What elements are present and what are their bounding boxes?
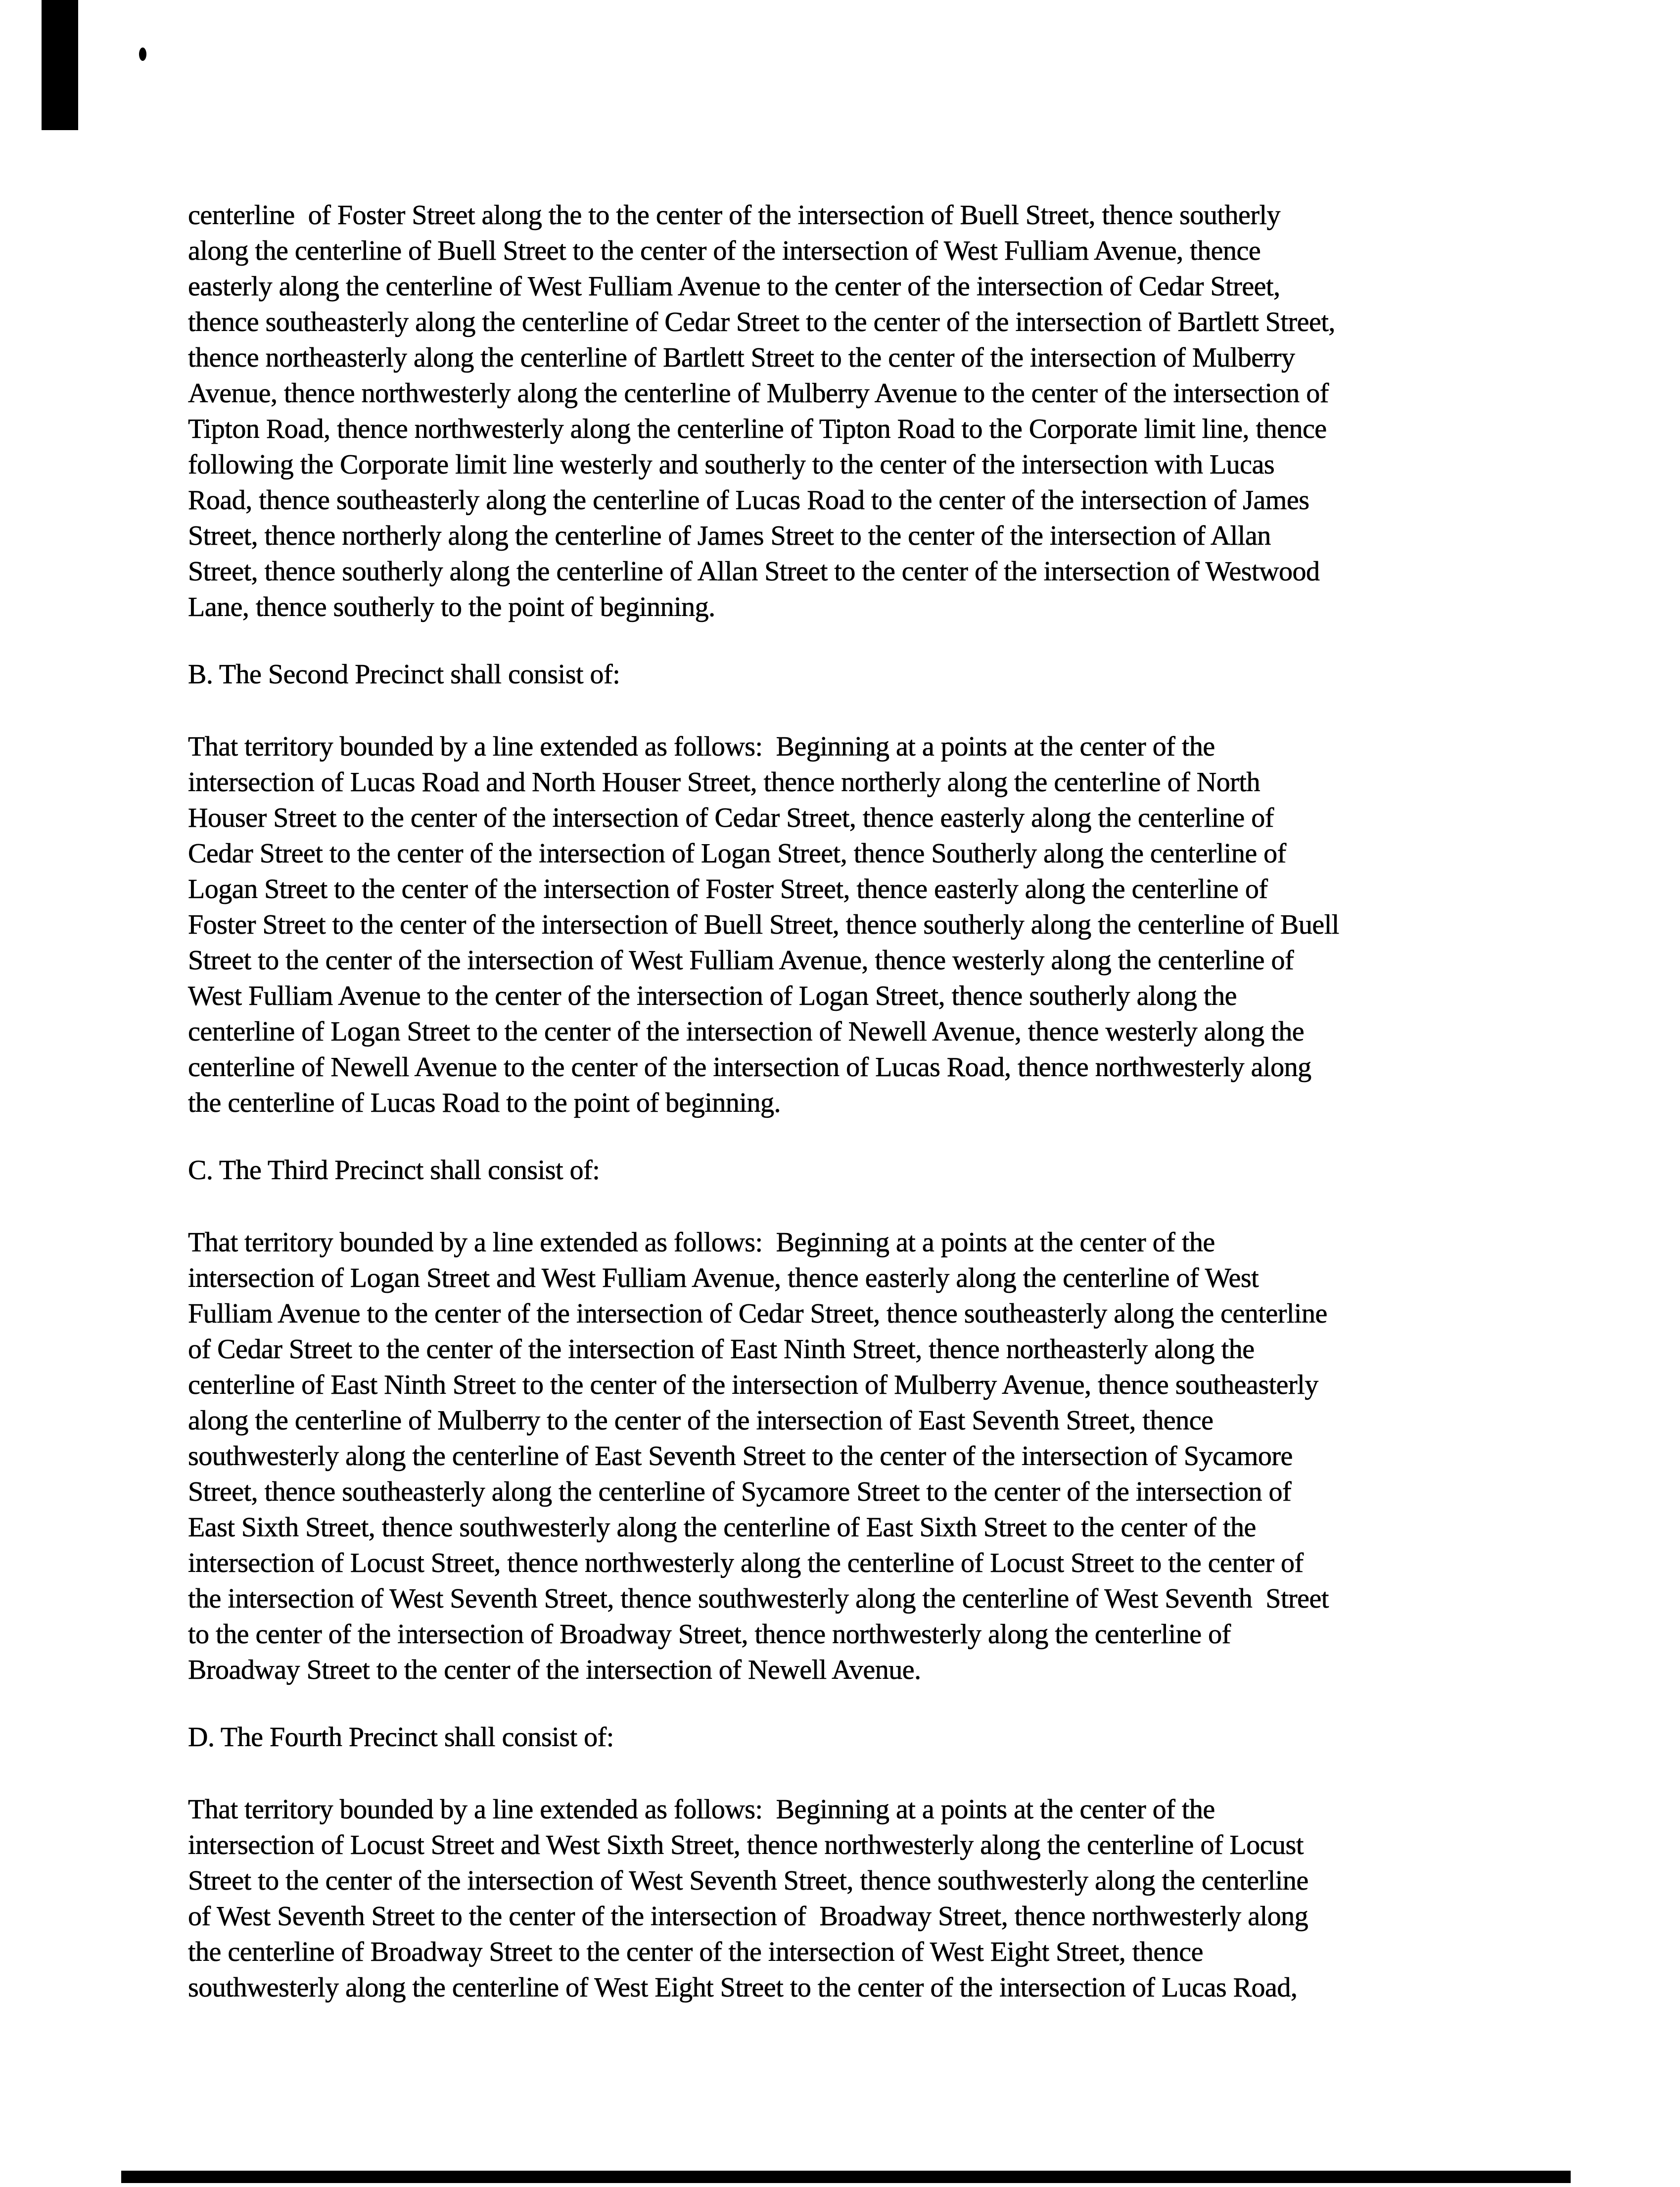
heading-line: C. The Third Precinct shall consist of: bbox=[188, 1155, 600, 1186]
paragraph-line: West Fulliam Avenue to the center of the intersection of Logan Street, thence southerly along the bbox=[188, 981, 1237, 1011]
paragraph-fourth-precinct bbox=[188, 1792, 1494, 2005]
scan-artifact-bottom-bar bbox=[121, 2171, 1571, 2183]
paragraph-line: That territory bounded by a line extended as follows: Beginning at a points at the center of the bbox=[188, 1227, 1215, 1258]
paragraph-line: following the Corporate limit line westerly and southerly to the center of the intersection with Lucas bbox=[188, 449, 1275, 480]
paragraph-line: Cedar Street to the center of the intersection of Logan Street, thence Southerly along the centerline of bbox=[188, 838, 1286, 869]
paragraph-line: intersection of Lucas Road and North Houser Street, thence northerly along the centerline of North bbox=[188, 767, 1260, 798]
paragraph-line: along the centerline of Buell Street to the center of the intersection of West Fulliam Avenue, thence bbox=[188, 236, 1261, 266]
paragraph-line: Street, thence northerly along the centerline of James Street to the center of the intersection of Allan bbox=[188, 521, 1271, 551]
document-text-body bbox=[188, 197, 1494, 2005]
scan-artifact-top-left-bar bbox=[42, 0, 78, 130]
paragraph-line: Broadway Street to the center of the intersection of Newell Avenue. bbox=[188, 1655, 921, 1685]
paragraph-line: Road, thence southeasterly along the centerline of Lucas Road to the center of the intersection of James bbox=[188, 485, 1309, 516]
paragraph-line: centerline of East Ninth Street to the center of the intersection of Mulberry Avenue, thence southeasterly bbox=[188, 1370, 1318, 1400]
paragraph-line: thence southeasterly along the centerline of Cedar Street to the center of the intersection of Bartlett Street, bbox=[188, 307, 1335, 337]
paragraph-line: Houser Street to the center of the intersection of Cedar Street, thence easterly along the centerline of bbox=[188, 803, 1274, 833]
paragraph-line: intersection of Logan Street and West Fulliam Avenue, thence easterly along the centerline of West bbox=[188, 1263, 1259, 1293]
paragraph-line: southwesterly along the centerline of West Eight Street to the center of the intersection of Lucas Road, bbox=[188, 1972, 1298, 2003]
heading-second-precinct bbox=[188, 657, 1494, 692]
paragraph-line: Logan Street to the center of the intersection of Foster Street, thence easterly along the centerline of bbox=[188, 874, 1268, 904]
paragraph-line: Foster Street to the center of the intersection of Buell Street, thence southerly along the centerline of Buell bbox=[188, 909, 1339, 940]
paragraph-line: easterly along the centerline of West Fulliam Avenue to the center of the intersection of Cedar Street, bbox=[188, 271, 1280, 302]
heading-fourth-precinct bbox=[188, 1719, 1494, 1755]
scan-artifact-speck bbox=[139, 48, 146, 61]
paragraph-line: the centerline of Lucas Road to the point of beginning. bbox=[188, 1088, 781, 1118]
paragraph-line: Street to the center of the intersection of West Seventh Street, thence southwesterly along the centerline bbox=[188, 1865, 1308, 1896]
paragraph-third-precinct bbox=[188, 1225, 1494, 1688]
paragraph-line: centerline of Foster Street along the to the center of the intersection of Buell Street, thence southerly bbox=[188, 200, 1281, 231]
paragraph-first-precinct-continuation bbox=[188, 197, 1494, 625]
paragraph-line: the centerline of Broadway Street to the center of the intersection of West Eight Street, thence bbox=[188, 1937, 1203, 1967]
paragraph-line: intersection of Locust Street, thence northwesterly along the centerline of Locust Street to the center of bbox=[188, 1548, 1304, 1578]
paragraph-line: of West Seventh Street to the center of the intersection of Broadway Street, thence northwesterly along bbox=[188, 1901, 1308, 1932]
paragraph-line: centerline of Newell Avenue to the center of the intersection of Lucas Road, thence northwesterly along bbox=[188, 1052, 1311, 1083]
paragraph-line: Street, thence southeasterly along the centerline of Sycamore Street to the center of the intersection of bbox=[188, 1476, 1292, 1507]
paragraph-line: southwesterly along the centerline of East Seventh Street to the center of the intersection of Sycamore bbox=[188, 1441, 1293, 1472]
paragraph-line: the intersection of West Seventh Street, thence southwesterly along the centerline of West Seventh Street bbox=[188, 1583, 1329, 1614]
paragraph-line: centerline of Logan Street to the center of the intersection of Newell Avenue, thence westerly along the bbox=[188, 1016, 1305, 1047]
heading-line: B. The Second Precinct shall consist of: bbox=[188, 659, 620, 690]
heading-line: D. The Fourth Precinct shall consist of: bbox=[188, 1722, 614, 1753]
scan-artifact-speck bbox=[62, 50, 74, 60]
paragraph-line: of Cedar Street to the center of the intersection of East Ninth Street, thence northeasterly along the bbox=[188, 1334, 1255, 1365]
paragraph-line: to the center of the intersection of Broadway Street, thence northwesterly along the centerline of bbox=[188, 1619, 1231, 1650]
paragraph-line: Avenue, thence northwesterly along the centerline of Mulberry Avenue to the center of the intersection of bbox=[188, 378, 1329, 409]
paragraph-line: Street to the center of the intersection of West Fulliam Avenue, thence westerly along the centerline of bbox=[188, 945, 1294, 976]
paragraph-line: intersection of Locust Street and West Sixth Street, thence northwesterly along the centerline of Locust bbox=[188, 1830, 1304, 1860]
paragraph-line: along the centerline of Mulberry to the center of the intersection of East Seventh Street, thence bbox=[188, 1405, 1213, 1436]
paragraph-second-precinct bbox=[188, 729, 1494, 1121]
paragraph-line: Street, thence southerly along the centerline of Allan Street to the center of the intersection of Westwood bbox=[188, 556, 1320, 587]
paragraph-line: That territory bounded by a line extended as follows: Beginning at a points at the center of the bbox=[188, 731, 1215, 762]
paragraph-line: East Sixth Street, thence southwesterly along the centerline of East Sixth Street to the center of the bbox=[188, 1512, 1256, 1543]
heading-third-precinct bbox=[188, 1152, 1494, 1188]
paragraph-line: Lane, thence southerly to the point of beginning. bbox=[188, 592, 715, 622]
paragraph-line: That territory bounded by a line extended as follows: Beginning at a points at the center of the bbox=[188, 1794, 1215, 1825]
paragraph-line: Tipton Road, thence northwesterly along the centerline of Tipton Road to the Corporate limit line, thence bbox=[188, 414, 1327, 444]
paragraph-line: thence northeasterly along the centerline of Bartlett Street to the center of the intersection of Mulberry bbox=[188, 342, 1295, 373]
paragraph-line: Fulliam Avenue to the center of the intersection of Cedar Street, thence southeasterly along the centerline bbox=[188, 1298, 1327, 1329]
